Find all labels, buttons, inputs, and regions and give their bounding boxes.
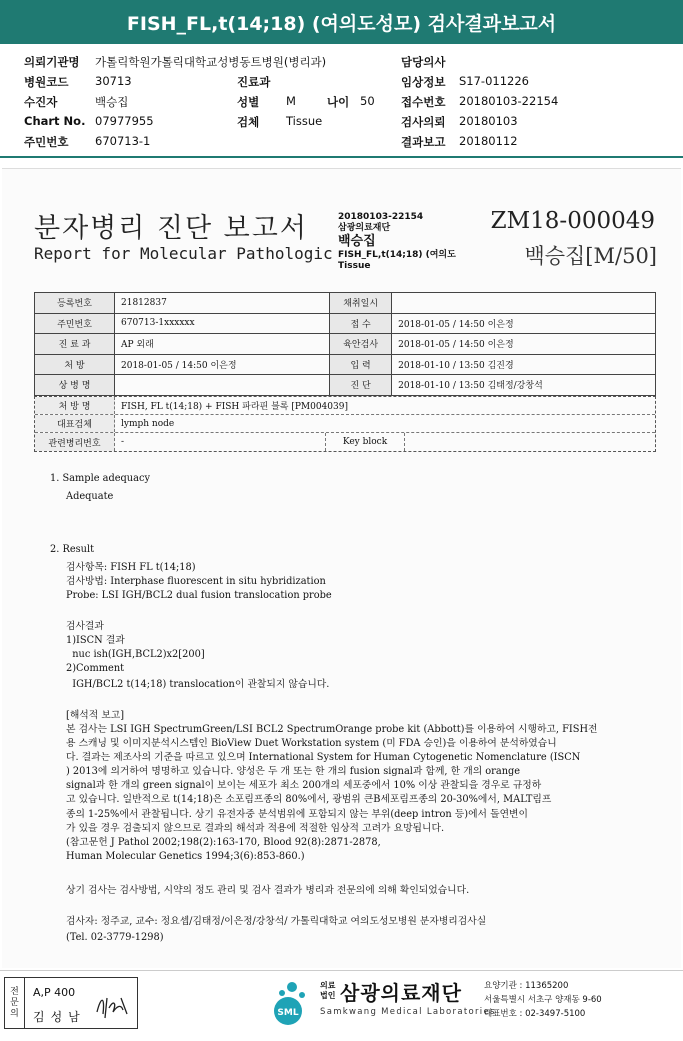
interpretation-line: 다. 결과는 제조사의 기준을 따르고 있으며 International System for Human Cytogenetic Nomenclature (ISCN xyxy=(66,752,581,764)
comment-title: 2)Comment xyxy=(66,663,125,674)
clinical-info-label: 임상정보 xyxy=(401,75,446,89)
receipt-no-label: 접수번호 xyxy=(401,95,446,109)
report-date-value: 20180112 xyxy=(459,134,518,148)
interpretation-line: ) 2013에 의거하여 명명하고 있습니다. 양성은 두 개 또는 한 개의 fusion signal과 함께, 한 개의 orange xyxy=(66,766,521,778)
table-cell: AP 외래 xyxy=(115,334,330,355)
test-probe: Probe: LSI IGH/BCL2 dual fusion translocation probe xyxy=(66,590,332,601)
related-path-label: 관련병리번호 xyxy=(35,433,115,451)
foundation-tag: 법인 xyxy=(320,991,336,1000)
table-row xyxy=(35,293,656,314)
interpretation-block xyxy=(66,723,598,864)
key-block-label: Key block xyxy=(325,433,405,451)
lab-label-sticker xyxy=(338,212,456,272)
interpretation-line: 용 스캐닝 및 이미지분석시스템인 BioView Duet Workstation system (미 FDA 승인)을 이용하여 분석하였습니 xyxy=(66,738,557,750)
specimen-value: Tissue xyxy=(286,114,323,128)
signature-image xyxy=(93,990,133,1022)
age-value: 50 xyxy=(360,94,375,108)
resident-no-label: 주민번호 xyxy=(24,135,69,149)
interpretation-line: signal과 한 개의 green signal이 보이는 세포가 최소 200개의 세포중에서 10% 이상 관찰되을 경우로 규정하 xyxy=(66,780,542,792)
specialist-char: 의 xyxy=(10,1008,19,1019)
doctor-stamp xyxy=(4,977,138,1029)
table-row xyxy=(35,354,656,375)
lab-specimen: Tissue xyxy=(338,261,371,271)
lab-patient: 백승집 xyxy=(338,234,376,249)
tester-info: 검사자: 정주교, 교수: 정요셉/김태정/이은정/강창석/ 가톨릭대학교 여의도성모병원 분자병리검사실 xyxy=(66,916,487,927)
interpretation-line: 본 검사는 LSI IGH SpectrumGreen/LSI BCL2 SpectrumOrange probe kit (Abbott)를 이용하여 시행하고, FISH전 xyxy=(66,724,598,735)
specialist-char: 전 xyxy=(10,986,19,997)
interpretation-line: 가 있을 경우 검출되지 않으므로 결과의 해석과 적용에 적절한 임상적 고려가 요망됩니다. xyxy=(66,822,445,834)
related-path-value: - xyxy=(121,437,125,447)
table-cell: 주민번호 xyxy=(35,313,115,334)
section-sample-adequacy: 1. Sample adequacy xyxy=(50,473,150,484)
result-title: 검사결과 xyxy=(66,621,104,632)
interpretation-line: (참고문헌 J Pathol 2002;198(2):163-170, Blood 92(8):2871-2878, xyxy=(66,836,381,848)
table-cell: 진 료 과 xyxy=(35,334,115,355)
table-cell: 670713-1xxxxxx xyxy=(115,313,330,334)
report-title: FISH_FL,t(14;18) (여의도성모) 검사결과보고서 xyxy=(126,12,557,35)
age-label: 나이 xyxy=(327,95,350,109)
foundation-type xyxy=(320,981,335,1001)
table-cell: 입 력 xyxy=(330,354,392,375)
attending-label: 담당의사 xyxy=(401,55,446,69)
registration-table xyxy=(34,292,656,396)
patient-info-panel xyxy=(0,52,683,152)
foundation-name-en: Samkwang Medical Laboratories xyxy=(320,1007,496,1017)
report-footer xyxy=(0,970,683,1041)
chart-no-value: 07977955 xyxy=(95,114,154,128)
lab-receipt-no: 20180103-22154 xyxy=(338,212,424,222)
foundation-contact xyxy=(484,979,602,1021)
table-cell: 2018-01-10 / 13:50 김진경 xyxy=(392,354,656,375)
interpretation-title: [해석적 보고] xyxy=(66,710,125,721)
sml-logo-icon xyxy=(268,977,318,1029)
case-number: ZM18-000049 xyxy=(490,208,655,234)
table-cell: 채취일시 xyxy=(330,293,392,314)
lab-phone: (Tel. 02-3779-1298) xyxy=(66,932,164,943)
hospital-code-value: 30713 xyxy=(95,74,132,88)
sex-label: 성별 xyxy=(237,95,260,109)
table-cell: 2018-01-05 / 14:50 이은정 xyxy=(392,334,656,355)
order-value: FISH, FL t(14;18) + FISH 파라핀 블록 [PM004039] xyxy=(121,402,348,412)
foundation-name: 삼광의료재단 xyxy=(340,981,462,1005)
request-value: 20180103 xyxy=(459,114,518,128)
table-cell: 2018-01-05 / 14:50 이은정 xyxy=(392,313,656,334)
institution-label: 의뢰기관명 xyxy=(24,55,80,69)
table-cell xyxy=(392,293,656,314)
department-label: 진료과 xyxy=(237,75,271,89)
rep-specimen-label: 대표검체 xyxy=(35,415,115,432)
sample-adequacy-value: Adequate xyxy=(66,491,114,502)
table-cell xyxy=(115,375,330,396)
specimen-label: 검체 xyxy=(237,115,260,129)
specialist-label xyxy=(5,978,25,1028)
report-date-label: 결과보고 xyxy=(401,135,446,149)
comment-value: IGH/BCL2 t(14;18) translocation이 관찰되지 않습니다. xyxy=(66,679,330,690)
lab-foundation: 삼광의료재단 xyxy=(338,223,391,233)
section-result: 2. Result xyxy=(50,544,95,555)
table-cell: 육안검사 xyxy=(330,334,392,355)
specialist-char: 문 xyxy=(10,997,19,1008)
table-row xyxy=(35,415,655,433)
sex-value: M xyxy=(286,94,296,108)
doctor-name: 김성남 xyxy=(33,1010,86,1024)
table-row xyxy=(35,397,655,415)
foundation-phone: 대표번호 : 02-3497-5100 xyxy=(484,1009,586,1019)
test-item: 검사항목: FISH FL t(14;18) xyxy=(66,562,196,573)
rep-specimen-value: lymph node xyxy=(121,418,175,429)
chart-no-label: Chart No. xyxy=(24,114,86,128)
table-row xyxy=(35,334,656,355)
iscn-value: nuc ish(IGH,BCL2)x2[200] xyxy=(66,649,205,660)
table-cell: 진 단 xyxy=(330,375,392,396)
table-cell: 접 수 xyxy=(330,313,392,334)
care-institution-no: 요양기관 : 11365200 xyxy=(484,981,569,991)
report-title-bar xyxy=(0,0,683,44)
section-divider xyxy=(0,156,683,158)
report-title-en: Report for Molecular Pathologic xyxy=(34,244,333,263)
table-cell: 2018-01-10 / 13:50 김태정/강창석 xyxy=(392,375,656,396)
foundation-address: 서울특별시 서초구 양재동 9-60 xyxy=(484,995,602,1005)
patient-value: 백승집 xyxy=(95,95,129,109)
foundation-tag: 의료 xyxy=(320,981,336,990)
patient-label: 수진자 xyxy=(24,95,58,109)
resident-no-value: 670713-1 xyxy=(95,134,151,148)
table-row xyxy=(35,433,655,451)
test-method: 검사방법: Interphase fluorescent in situ hybridization xyxy=(66,576,326,587)
report-title-ko: 분자병리 진단 보고서 xyxy=(34,213,308,244)
order-label: 처 방 명 xyxy=(35,397,115,414)
order-table xyxy=(34,396,656,452)
logo-text: SML xyxy=(277,1008,299,1018)
interpretation-line: 고 있습니다. 일반적으로 t(14;18)은 소포림프종의 80%에서, 광범위 큰B세포림프종의 20-30%에서, MALT림프 xyxy=(66,794,552,806)
table-cell: 등록번호 xyxy=(35,293,115,314)
clinical-info-value: S17-011226 xyxy=(459,74,529,88)
table-cell: 2018-01-05 / 14:50 이은정 xyxy=(115,354,330,375)
patient-tag: 백승집[M/50] xyxy=(524,244,657,268)
iscn-title: 1)ISCN 결과 xyxy=(66,635,125,646)
table-row xyxy=(35,375,656,396)
table-cell: 21812837 xyxy=(115,293,330,314)
hospital-code-label: 병원코드 xyxy=(24,75,69,89)
interpretation-line: 종의 1-25%에서 관찰됩니다. 상기 유전자중 분석범위에 포함되지 않는 부위(deep intron 등)에서 돌연변이 xyxy=(66,808,528,820)
table-row xyxy=(35,313,656,334)
receipt-no-value: 20180103-22154 xyxy=(459,94,559,108)
confirmation-statement: 상기 검사는 검사방법, 시약의 정도 관리 및 검사 결과가 병리과 전문의에 의해 확인되었습니다. xyxy=(66,885,470,896)
interpretation-line: Human Molecular Genetics 1994;3(6):853-860.) xyxy=(66,850,305,862)
table-cell: 처 방 xyxy=(35,354,115,375)
institution-value: 가톨릭학원가톨릭대학교성병동트병원(병리과) xyxy=(95,55,327,69)
table-cell: 상 병 명 xyxy=(35,375,115,396)
ap-license: A,P 400 xyxy=(33,986,76,999)
request-label: 검사의뢰 xyxy=(401,115,446,129)
lab-test: FISH_FL,t(14;18) (여의도 xyxy=(338,250,456,260)
